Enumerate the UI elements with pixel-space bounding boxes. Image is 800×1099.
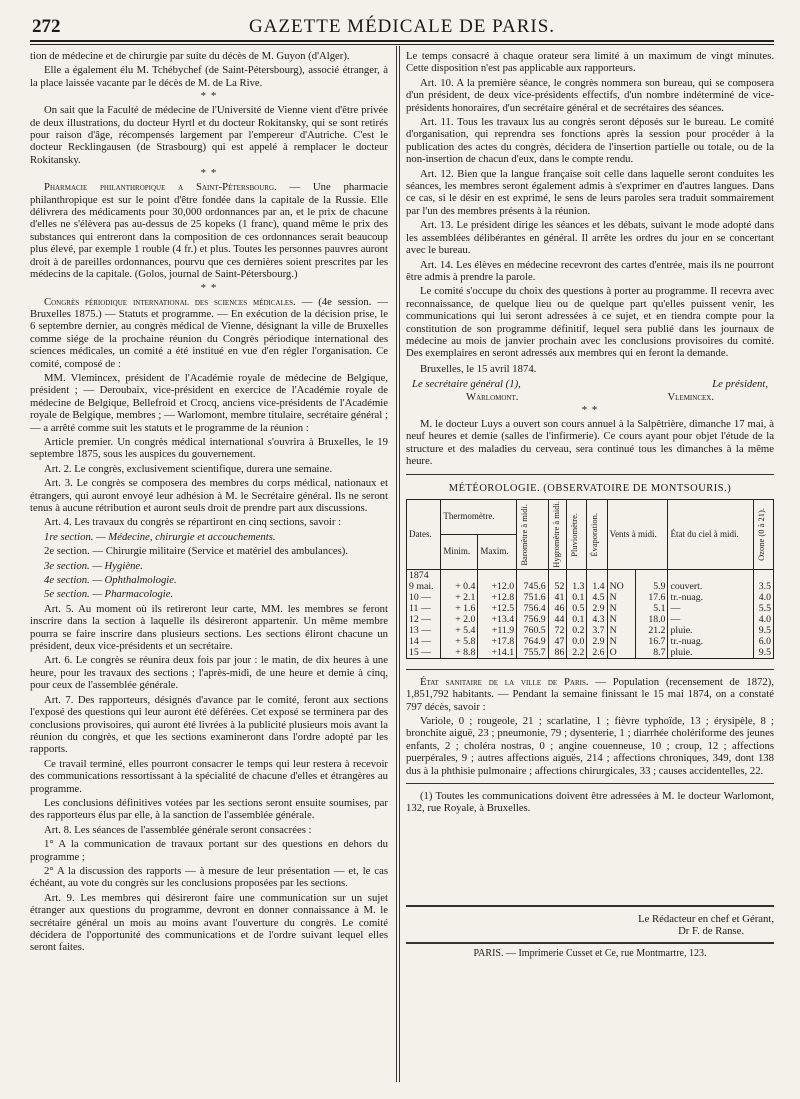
table-row [407,625,774,636]
separator [406,474,774,475]
table-cell-ozone: 3.5 [753,581,773,592]
col-hygro [548,500,567,570]
table-cell-etat: couvert. [668,581,753,592]
article: Art. 11. Tous les travaux lus au congrès seront déposés sur le bureau. Le comité d'organisation, qui reprendra ses fonctions après la session pour procéder à la publication des actes du congrès, décidera de l'insertion partielle ou totale, ou de la non-insertion de chacun d'eux, dans le compte rendu. [406,116,774,166]
table-cell-vent: N [607,592,635,603]
page-number: 272 [32,16,61,37]
col-pluvio-label: Pluviomètre. [569,512,580,557]
signature-titles [406,378,774,390]
section-item: 2e section. — Chirurgie militaire (Service et matériel des ambulances). [44,545,348,558]
col-vents: Vents à midi. [607,500,668,570]
table-cell-min: + 8.8 [441,647,478,659]
table-cell-pluvio: 0.2 [567,625,587,636]
section-heading: Pharmacie philanthropique a Saint-Pétersbourg. [44,181,277,194]
paragraph: Les conclusions définitives votées par les sections seront ensuite soumises, par des rapporteurs élus par elle, à la sanction de l'assemblée générale. [30,796,388,822]
year-cell: 1874 [407,569,441,581]
table-cell-vent: N [607,603,635,614]
paragraph: 2° A la discussion des rapports — à mesure de leur présentation — et, le cas échéant, au vote du congrès sur les conclusions proposées par les sections. [30,864,388,890]
asterism: * * [200,281,218,294]
meteorology-rows [407,569,774,658]
separator [406,905,774,907]
table-cell-force: 5.1 [635,603,668,614]
secretary-title: Le secrétaire général (1), [412,378,521,391]
section-item: 4e section. — Ophthalmologie. [44,574,177,587]
paragraph: Le temps consacré à chaque orateur sera limité à un maximum de vingt minutes. Cette disposition n'est pas applicable aux rapporteurs. [406,50,774,75]
table-cell-min: + 5.8 [441,636,478,647]
section-heading: État sanitaire de la ville de Paris. [420,675,589,688]
paragraph: 1° A la communication de travaux portant sur des questions en dehors du programme ; [30,838,388,863]
table-cell-pluvio: 1.3 [567,581,587,592]
meteorology-title: MÉTÉOROLOGIE. (OBSERVATOIRE DE MONTSOURIS.) [448,482,732,494]
table-cell-vent: NO [607,581,635,592]
table-cell-max: +13.4 [478,614,517,625]
table-cell-ozone: 6.0 [753,636,773,647]
footnote: (1) Toutes les communications doivent être adressées à M. le docteur Warlomont, 132, rue Royale, à Bruxelles. [406,790,774,815]
paragraph: Le comité s'occupe du choix des questions à porter au programme. Il recevra avec reconnaissance, de quelque lieu ou de quelque part qu'elles puissent venir, les communications qui lui seront adressées à ce sujet, et en tiendra compte pour la constitution de son programme définitif, lequel sera publié dans les journaux de médecine au mois de janvier prochain avec les conclusions provisoires du comité. Des exemplaires en seront adressés aux membres qui en feront la demande. [406,285,774,360]
table-cell-etat: pluie. [668,647,753,659]
table-cell-baro: 756.4 [517,603,549,614]
dateline: Bruxelles, le 15 avril 1874. [420,362,537,375]
section-item: 1re section. — Médecine, chirurgie et accouchements. [44,530,276,543]
table-cell-hygro: 52 [548,581,567,592]
table-cell-hygro: 46 [548,603,567,614]
table-row [407,581,774,592]
asterism: * * [200,90,218,103]
paragraph: On sait que la Faculté de médecine de l'Université de Vienne vient d'être privée de deux illustrations, du docteur Hyrtl et du docteur Rokitansky, qui se sont retirés pour raison d'âge, récompensés largement par l'empereur d'Autriche. C'est le docteur Recklingausen (de Strasbourg) qui est appelé à remplacer le docteur Rokitansky. [30,104,388,166]
col-thermo: Thermomètre. [441,500,517,535]
paragraph-body: — (4e session. — Bruxelles 1875.) — Statuts et programme. — En exécution de la décision prise, le 6 septembre dernier, au congrès médical de Vienne, désignant la ville de Bruxelles comme siége de la prochaine réunion du Congrès périodique international des sciences médicales, un comité a été institué en vue d'en régler l'organisation. Ce comité, composé de : [30,295,388,370]
table-cell-max: +12.0 [478,581,517,592]
table-cell-baro: 764.9 [517,636,549,647]
meteorology-table [406,499,774,659]
table-cell-min: + 0.4 [441,581,478,592]
paragraph: M. le docteur Luys a ouvert son cours annuel à la Salpêtrière, dimanche 17 mai, à neuf heures et demie (salles de l'infirmerie). Ce cours ayant pour objet l'étude de la structure et des maladies du cerveau, sera continué tous les dimanches à la même heure. [406,417,774,468]
col-baro-label: Baromètre à midi. [519,503,530,566]
separator [406,669,774,670]
table-cell-evap: 3.7 [587,625,607,636]
col-baro [517,500,549,570]
table-cell-force: 21.2 [635,625,668,636]
asterism: * * [581,403,599,416]
paragraph-body: — Une pharmacie philanthropique est sur le point d'être fondée dans la capitale de la Russie. Elle délivrera des médicaments pour 30,000 ordonnances par an, et le prix de chacune d'elles ne s'élèvera pas au-dessus de 25 kopeks (1 franc), quand même le prix des substances qui entreront dans la composition de ces ordonnances serait beaucoup plus élevé, par exemple 1 rouble (4 fr.) et plus. Toutes les personnes pauvres auront droit à de pareilles ordonnances, pourvu que ces dernières soient prescrites par les médecins de la capitale. (Golos, journal de Saint-Pétersbourg.) [30,181,388,281]
table-cell-baro: 751.6 [517,592,549,603]
table-cell-vent: N [607,625,635,636]
column-divider [396,46,397,1082]
right-column [406,50,774,960]
paragraph: MM. Vlemincex, président de l'Académie royale de médecine de Belgique, président ; — Deroubaix, vice-président en exercice de l'Académie royale de médecine de Belgique, Bellefroid et Crocq, anciens vice-présidents de l'Académie royale de Belgique, membres ; — Warlomont, membre titulaire, secrétaire général ; — a arrêté comme suit les statuts et le programme de la réunion : [30,371,388,434]
col-evap-label: Évaporation. [589,512,600,557]
table-cell-force: 8.7 [635,647,668,659]
table-cell-evap: 2.9 [587,636,607,647]
section-item: 3e section. — Hygiène. [44,559,143,572]
paragraph: Ce travail terminé, elles pourront consacrer le temps qui leur restera à recevoir des communications ressortissant à la spécialité de chacune d'elles et étrangères au programme. [30,757,388,795]
table-cell-force: 18.0 [635,614,668,625]
table-cell-pluvio: 2.2 [567,647,587,659]
table-cell-min: + 1.6 [441,603,478,614]
table-cell-hygro: 41 [548,592,567,603]
table-cell-date: 10 — [407,592,441,603]
table-cell-date: 11 — [407,603,441,614]
separator [406,783,774,784]
article: Art. 10. A la première séance, le congrès nommera son bureau, qui se composera d'un président, de deux vice-présidents effectifs, d'un nombre indéterminé de vice-présidents honoraires, d'un secrétaire général et de secrétaires des séances. [406,76,774,114]
table-cell-ozone: 4.0 [753,614,773,625]
table-cell-etat: — [668,614,753,625]
secretary-name: Warlomont. [466,390,519,403]
table-cell-pluvio: 0.1 [567,592,587,603]
col-hygro-label: Hygromètre à midi. [550,501,561,568]
table-cell-ozone: 5.5 [753,603,773,614]
article: Art. 7. Des rapporteurs, désignés d'avance par le comité, feront aux sections l'exposé des questions qui leur auront été déférées. Cet exposé se terminera par des conclusions provisoires, qui auront été livrées à la publicité plusieurs mois avant la réunion du congrès, et que les sections examineront dans l'ordre adopté par les rapports. [30,693,388,756]
table-cell-date: 15 — [407,647,441,659]
table-cell-pluvio: 0.1 [567,614,587,625]
column-divider-2 [399,46,400,1082]
article: Art. 8. Les séances de l'assemblée générale seront consacrées : [44,823,312,836]
editor-name: Dr F. de Ranse. [678,925,744,938]
table-cell-baro: 756.9 [517,614,549,625]
header-rule [30,44,774,45]
article: Art. 4. Les travaux du congrès se répartiront en cinq sections, savoir : [44,516,342,529]
table-cell-pluvio: 0.5 [567,603,587,614]
col-pluvio [567,500,587,570]
col-evap [587,500,607,570]
table-cell-max: +12.5 [478,603,517,614]
printer-imprint: PARIS. — Imprimerie Cusset et Ce, rue Montmartre, 123. [473,947,707,959]
article: Art. 14. Les élèves en médecine recevront des cartes d'entrée, mais ils ne pourront être admis à prendre la parole. [406,258,774,283]
article: Art. 5. Au moment où ils retireront leur carte, MM. les membres se feront inscrire dans la section à laquelle ils désireront appartenir. Un même membre pourra se faire inscrire dans plusieurs sections. Les sections éliront chacune un président, deux vice-présidents et un secrétaire. [30,602,388,653]
table-cell-min: + 2.0 [441,614,478,625]
year-row [407,569,774,581]
table-cell-etat: pluie. [668,625,753,636]
table-cell-max: +12.8 [478,592,517,603]
president-name: Vlemincex. [667,390,714,403]
table-cell-date: 13 — [407,625,441,636]
president-title: Le président, [712,378,768,391]
article: Article premier. Un congrès médical international s'ouvrira à Bruxelles, le 19 septembre 1875, sous les auspices du gouvernement. [30,435,388,461]
table-cell-evap: 4.3 [587,614,607,625]
col-dates: Dates. [407,500,441,570]
table-cell-etat: — [668,603,753,614]
col-ozone [753,500,773,570]
table-cell-pluvio: 0.0 [567,636,587,647]
table-cell-force: 16.7 [635,636,668,647]
table-cell-min: + 5.4 [441,625,478,636]
col-etat: État du ciel à midi. [668,500,753,570]
table-cell-date: 12 — [407,614,441,625]
table-cell-evap: 1.4 [587,581,607,592]
table-cell-vent: N [607,636,635,647]
etat-sanitaire-paragraph [406,676,774,713]
col-ozone-label: Ozone (0 à 21). [755,507,766,561]
article: Art. 6. Le congrès se réunira deux fois par jour : le matin, de dix heures à une heure, pour les travaux des sections ; l'après-midi, de une heure et demie à cinq, pour ceux de l'assemblée générale. [30,654,388,692]
table-row [407,636,774,647]
table-cell-vent: N [607,614,635,625]
editor-title: Le Rédacteur en chef et Gérant, [638,912,774,925]
table-row [407,647,774,659]
table-cell-ozone: 9.5 [753,647,773,659]
table-cell-etat: tr.-nuag. [668,592,753,603]
congres-paragraph [30,296,388,370]
table-cell-force: 5.9 [635,581,668,592]
table-cell-etat: tr.-nuag. [668,636,753,647]
table-cell-force: 17.6 [635,592,668,603]
footer-rule [406,942,774,944]
table-cell-date: 14 — [407,636,441,647]
signature-names [406,391,774,403]
left-column [30,50,388,956]
table-cell-min: + 2.1 [441,592,478,603]
table-cell-hygro: 72 [548,625,567,636]
paragraph: Elle a également élu M. Tchébychef (de Saint-Pétersbourg), associé étranger, à la place laissée vacante par le décès de M. de La Rive. [30,64,388,89]
col-maxim: Maxim. [478,534,517,569]
table-cell-baro: 745.6 [517,581,549,592]
table-cell-ozone: 9.5 [753,625,773,636]
table-cell-evap: 2.6 [587,647,607,659]
table-cell-ozone: 4.0 [753,592,773,603]
table-row [407,603,774,614]
table-cell-max: +17.8 [478,636,517,647]
journal-title: GAZETTE MÉDICALE DE PARIS. [248,16,556,37]
table-cell-baro: 755.7 [517,647,549,659]
article: Art. 9. Les membres qui désireront faire une communication sur un sujet étranger aux questions du programme, devront en donner connaissance à M. le secrétaire général un mois au moins avant l'ouverture du congrès. Le comité décidera de l'opportunité des communications et de l'ordre suivant lequel elles seront faites. [30,891,388,954]
article: Art. 13. Le président dirige les séances et les débats, suivant le mode adopté dans les assemblées délibérantes en général. Il arrête les ordres du jour en se concertant avec le bureau. [406,219,774,257]
table-cell-max: +11.9 [478,625,517,636]
table-cell-vent: O [607,647,635,659]
table-cell-evap: 4.5 [587,592,607,603]
table-row [407,592,774,603]
article: Art. 12. Bien que la langue française soit celle dans laquelle seront conduites les séances, les membres seront également admis à s'exprimer en d'autres langues. Dans ce cas, si le désir en est exprimé, le sens de leurs paroles sera traduit sommairement par l'un des membres présents à la réunion. [406,167,774,217]
table-cell-hygro: 44 [548,614,567,625]
table-cell-hygro: 86 [548,647,567,659]
asterism: * * [200,167,218,180]
table-row [407,614,774,625]
paragraph-body: — Population (recensement de 1872), 1,851,792 habitants. — Pendant la semaine finissant le 15 mai 1874, on a constaté 797 décès, savoir : [406,675,774,713]
table-cell-hygro: 47 [548,636,567,647]
paragraph: tion de médecine et de chirurgie par suite du décès de M. Guyon (d'Alger). [30,50,350,62]
table-cell-max: +14.1 [478,647,517,659]
article: Art. 3. Le congrès se composera des membres du corps médical, nationaux et étrangers, qui auront envoyé leur adhésion à M. le Secrétaire général. Ils ne seront tenus à aucune rétribution et auront seuls droit de prendre part aux discussions. [30,477,388,514]
table-cell-baro: 760.5 [517,625,549,636]
table-cell-evap: 2.9 [587,603,607,614]
page-header [30,14,774,42]
section-heading: Congrès périodique international des sciences médicales. [44,295,296,308]
col-minim: Minim. [441,534,478,569]
paragraph: Variole, 0 ; rougeole, 21 ; scarlatine, 1 ; fièvre typhoïde, 13 ; érysipèle, 8 ; bronchite aiguë, 23 ; pneumonie, 79 ; dysenterie, 1 ; diarrhée cholériforme des jeunes enfants, 2 ; choléra nostras, 0 ; angine couenneuse, 10 ; croup, 12 ; affections puerpérales, 9 ; autres affections aiguës, 214 ; affections chroniques, 349, dont 138 dus à la phthisie pulmonaire ; affections chirurgicales, 33 ; causes accidentelles, 22. [406,715,774,777]
pharmacy-paragraph [30,181,388,280]
table-cell-date: 9 mai. [407,581,441,592]
article: Art. 2. Le congrès, exclusivement scientifique, durera une semaine. [44,462,333,475]
section-item: 5e section. — Pharmacologie. [44,588,174,601]
